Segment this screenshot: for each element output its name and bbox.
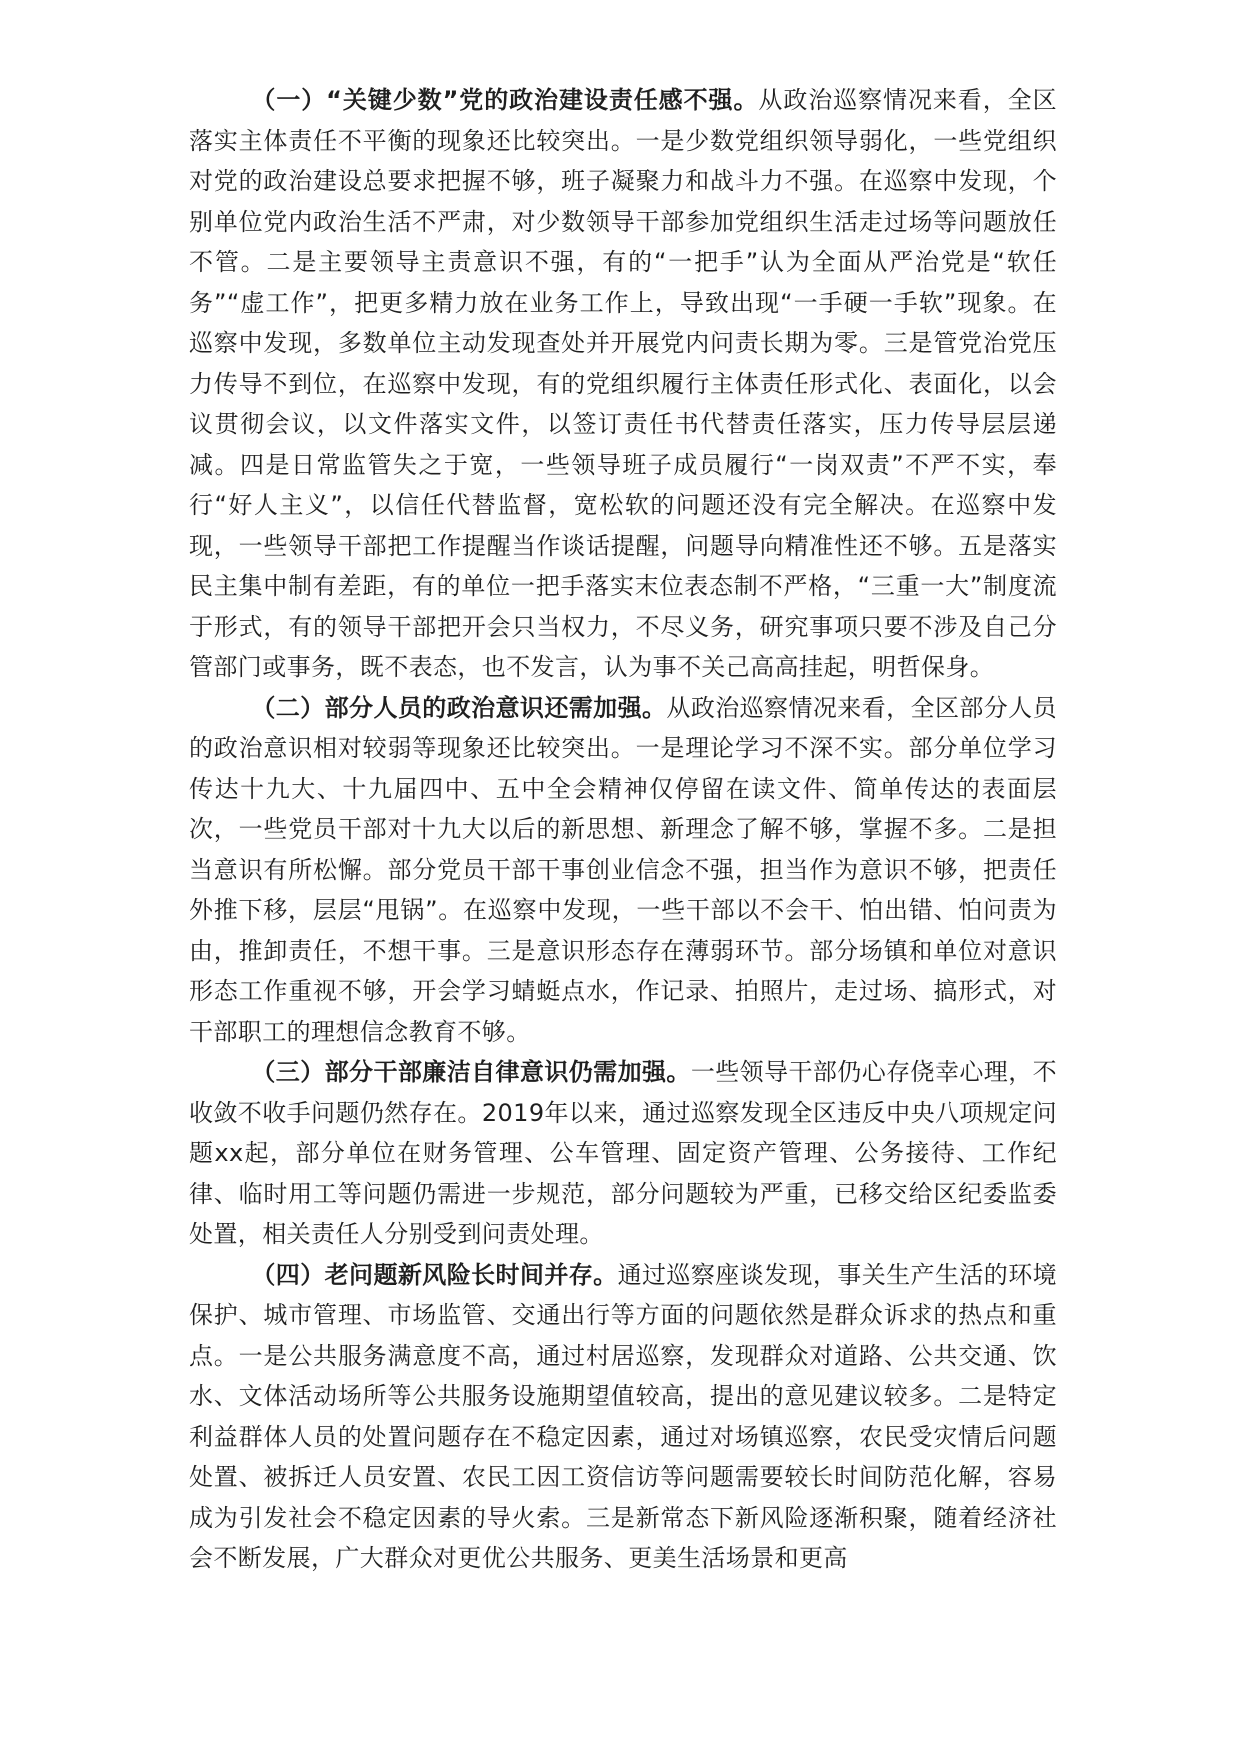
paragraph-body: 通过巡察座谈发现，事关生产生活的环境保护、城市管理、市场监管、交通出行等方面的问题依然是群众诉求的热点和重点。一是公共服务满意度不高，通过村居巡察，发现群众对道路、公共交通、饮水、文体活动场所等公共服务设施期望值较高，提出的意见建议较多。二是特定利益群体人员的处置问题存在不稳定因素，通过对场镇巡察，农民受灾情后问题处置、被拆迁人员安置、农民工因工资信访等问题需要较长时间防范化解，容易成为引发社会不稳定因素的导火索。三是新常态下新风险逐渐积聚，随着经济社会不断发展，广大群众对更优公共服务、更美生活场景和更高 [189,1260,1058,1572]
paragraph-heading: （一）“关键少数”党的政治建设责任感不强。 [251,86,759,114]
paragraph-body: 从政治巡察情况来看，全区部分人员的政治意识相对较弱等现象还比较突出。一是理论学习不深不实。部分单位学习传达十九大、十九届四中、五中全会精神仅停留在读文件、简单传达的表面层次，一些党员干部对十九大以后的新思想、新理念了解不够，掌握不多。二是担当意识有所松懈。部分党员干部干事创业信念不强，担当作为意识不够，把责任外推下移，层层“甩锅”。在巡察中发现，一些干部以不会干、怕出错、怕问责为由，推卸责任，不想干事。三是意识形态存在薄弱环节。部分场镇和单位对意识形态工作重视不够，开会学习蜻蜓点水，作记录、拍照片，走过场、搞形式，对干部职工的理想信念教育不够。 [189,693,1057,1046]
paragraph-2 [189,688,1057,1053]
document-page [189,80,1057,1579]
paragraph-4 [189,1255,1057,1579]
paragraph-1 [189,80,1057,688]
paragraph-heading: （二）部分人员的政治意识还需加强。 [251,693,667,722]
paragraph-3 [189,1052,1057,1255]
paragraph-heading: （四）老问题新风险长时间并存。 [251,1260,618,1289]
paragraph-heading: （三）部分干部廉洁自律意识仍需加强。 [251,1058,691,1086]
paragraph-body: 一些领导干部仍心存侥幸心理，不收敛不收手问题仍然存在。2019年以来，通过巡察发现全区违反中央八项规定问题xx起，部分单位在财务管理、公车管理、固定资产管理、公务接待、工作纪律、临时用工等问题仍需进一步规范，部分问题较为严重，已移交给区纪委监委处置，相关责任人分别受到问责处理。 [189,1058,1058,1248]
paragraph-body: 从政治巡察情况来看，全区落实主体责任不平衡的现象还比较突出。一是少数党组织领导弱化，一些党组织对党的政治建设总要求把握不够，班子凝聚力和战斗力不强。在巡察中发现，个别单位党内政治生活不严肃，对少数领导干部参加党组织生活走过场等问题放任不管。二是主要领导主责意识不强，有的“一把手”认为全面从严治党是“软任务”“虚工作”，把更多精力放在业务工作上，导致出现“一手硬一手软”现象。在巡察中发现，多数单位主动发现查处并开展党内问责长期为零。三是管党治党压力传导不到位，在巡察中发现，有的党组织履行主体责任形式化、表面化，以会议贯彻会议，以文件落实文件，以签订责任书代替责任落实，压力传导层层递减。四是日常监管失之于宽，一些领导班子成员履行“一岗双责”不严不实，奉行“好人主义”，以信任代替监督，宽松软的问题还没有完全解决。在巡察中发现，一些领导干部把工作提醒当作谈话提醒，问题导向精准性还不够。五是落实民主集中制有差距，有的单位一把手落实末位表态制不严格，“三重一大”制度流于形式，有的领导干部把开会只当权力，不尽义务，研究事项只要不涉及自己分管部门或事务，既不表态，也不发言，认为事不关己高高挂起，明哲保身。 [189,86,1057,681]
